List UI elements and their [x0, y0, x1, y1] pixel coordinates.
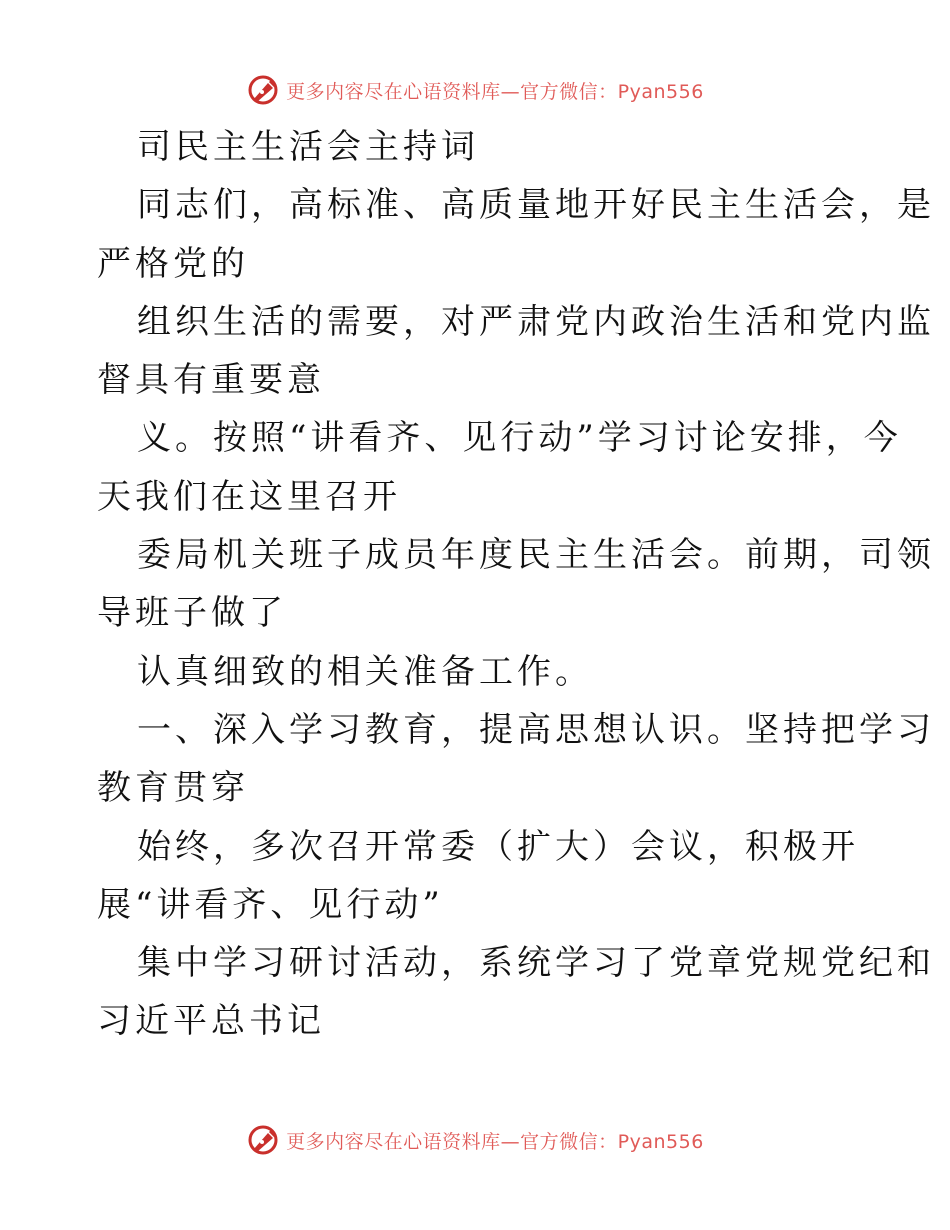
document-line: 认真细致的相关准备工作。: [137, 651, 593, 692]
document-line: 严格党的: [97, 243, 249, 284]
document-line: 导班子做了: [97, 593, 287, 634]
document-line: 司民主生活会主持词: [137, 127, 479, 167]
header-banner: [0, 70, 950, 110]
document-line: 始终，多次召开常委（扩大）会议，积极开: [137, 826, 859, 867]
header-banner-text: 更多内容尽在心语资料库—官方微信：Pyan556: [286, 80, 704, 103]
document-line: 组织生活的需要，对严肃党内政治生活和党内监: [137, 301, 935, 342]
document-line: 习近平总书记: [97, 1001, 325, 1042]
document-line: 义。按照“讲看齐、见行动”学习讨论安排，今: [137, 418, 902, 459]
document-line: 天我们在这里召开: [97, 476, 401, 517]
header-banner-inner: [246, 73, 704, 107]
document-body: [97, 118, 935, 1051]
footer-banner: [0, 1120, 950, 1160]
document-line: 集中学习研讨活动，系统学习了党章党规党纪和: [137, 943, 935, 984]
footer-banner-text: 更多内容尽在心语资料库—官方微信：Pyan556: [286, 1130, 704, 1153]
pen-nib-logo-icon: [246, 73, 280, 107]
document-line: 教育贯穿: [97, 768, 249, 809]
footer-banner-inner: [246, 1123, 704, 1157]
pen-nib-logo-icon: [246, 1123, 280, 1157]
document-line: 委局机关班子成员年度民主生活会。前期，司领: [137, 535, 935, 576]
document-line: 督具有重要意: [97, 360, 325, 401]
document-line: 一、深入学习教育，提高思想认识。坚持把学习: [137, 709, 935, 750]
document-line: 展“讲看齐、见行动”: [97, 884, 444, 925]
document-line: 同志们，高标准、高质量地开好民主生活会，是: [137, 185, 935, 226]
